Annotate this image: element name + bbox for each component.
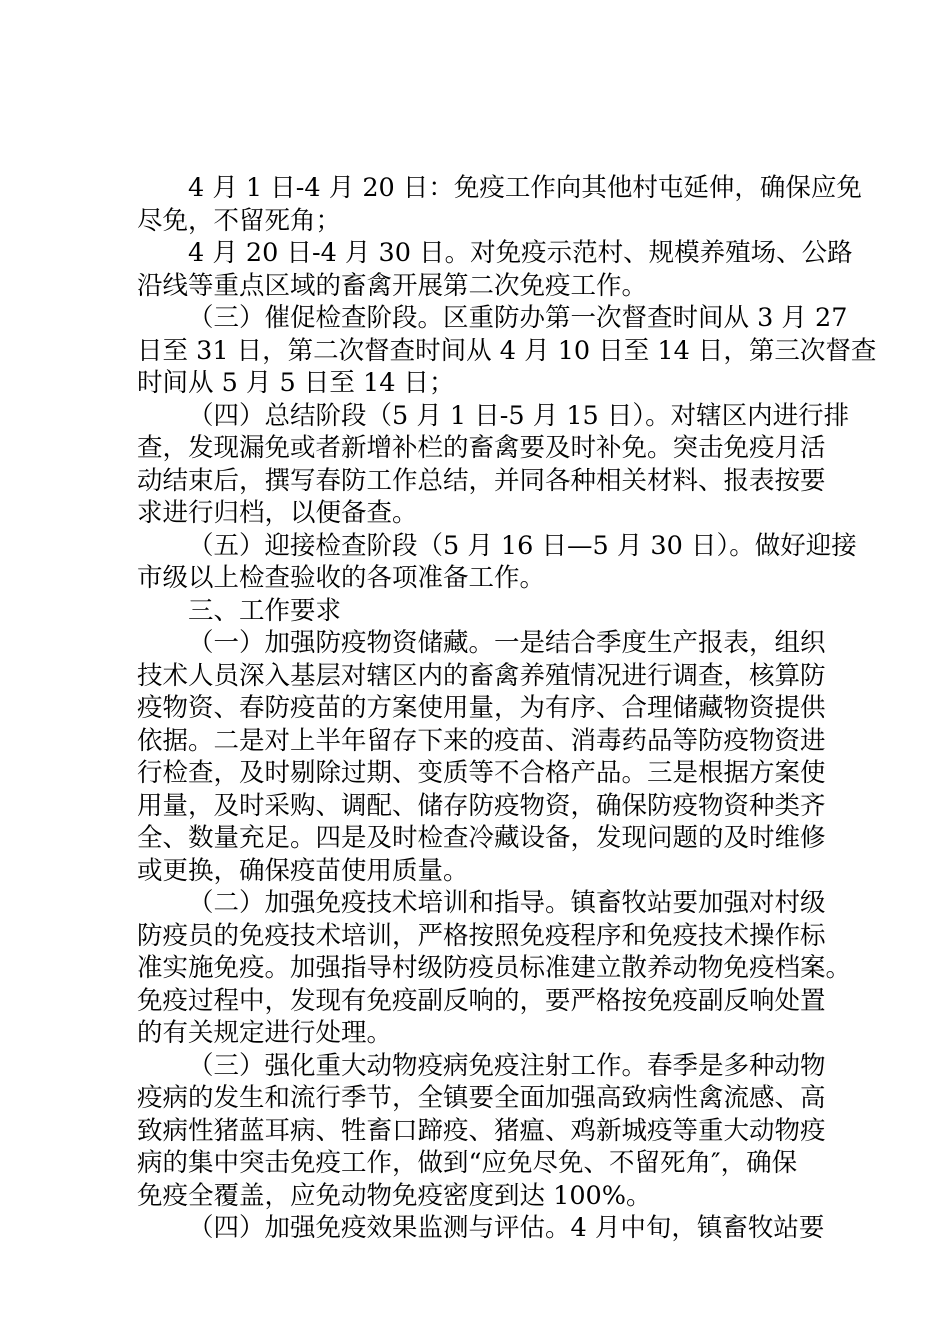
line-text: 用量，及时采购、调配、储存防疫物资，确保防疫物资种类齐 — [137, 790, 826, 821]
text-line — [137, 920, 837, 953]
paragraph-p1 — [137, 172, 862, 237]
text-line — [137, 985, 837, 1018]
paragraph-p5 — [137, 530, 857, 595]
paragraph-p2 — [137, 237, 853, 302]
paragraph-p4 — [137, 400, 850, 530]
text-line — [137, 205, 837, 238]
paragraph-p10 — [137, 1212, 837, 1245]
text-line — [137, 530, 857, 563]
text-line — [137, 887, 837, 920]
line-text: 技术人员深入基层对辖区内的畜禽养殖情况进行调查，核算防 — [137, 660, 826, 691]
line-text: 时间从 5 月 5 日至 14 日； — [137, 368, 455, 398]
paragraph-p9 — [137, 1050, 837, 1213]
line-text: 4 月 20 日-4 月 30 日。对免疫示范村、规模养殖场、公路 — [188, 238, 853, 268]
line-text: 尽免，不留死角； — [137, 205, 342, 236]
paragraph-p3 — [137, 302, 877, 400]
text-line — [137, 725, 837, 758]
text-line — [137, 595, 837, 628]
line-text: （二）加强免疫技术培训和指导。镇畜牧站要加强对村级 — [188, 888, 826, 918]
line-text: 依据。二是对上半年留存下来的疫苗、消毒药品等防疫物资进 — [137, 725, 826, 756]
text-line — [137, 790, 837, 823]
text-line — [137, 822, 837, 855]
text-line — [137, 237, 853, 270]
text-line — [137, 400, 850, 433]
line-text: （四）加强免疫效果监测与评估。4 月中旬，镇畜牧站要 — [188, 1213, 825, 1243]
line-text: 病的集中突击免疫工作，做到“应免尽免、不留死角″，确保 — [137, 1148, 798, 1178]
line-text: （一）加强防疫物资储藏。一是结合季度生产报表，组织 — [188, 628, 826, 658]
text-line — [137, 627, 837, 660]
line-text: 准实施免疫。加强指导村级防疫员标准建立散养动物免疫档案。 — [137, 953, 852, 983]
line-text: 市级以上检查验收的各项准备工作。 — [137, 563, 546, 593]
text-line — [137, 660, 837, 693]
line-text: 或更换，确保疫苗使用质量。 — [137, 855, 469, 886]
text-line — [137, 952, 852, 985]
line-text: 动结束后，撰写春防工作总结，并同各种相关材料、报表按要 — [137, 465, 826, 496]
paragraph-p6 — [137, 595, 837, 628]
text-line — [137, 1050, 837, 1083]
line-text: 4 月 1 日-4 月 20 日：免疫工作向其他村屯延伸，确保应免 — [188, 173, 862, 203]
document-body — [137, 172, 877, 1245]
line-text: （五）迎接检查阶段（5 月 16 日—5 月 30 日）。做好迎接 — [188, 530, 857, 561]
text-line — [137, 855, 837, 888]
text-line — [137, 1212, 837, 1245]
line-text: 疫病的发生和流行季节，全镇要全面加强高致病性禽流感、高 — [137, 1083, 826, 1113]
line-text: 查，发现漏免或者新增补栏的畜禽要及时补免。突击免疫月活 — [137, 433, 826, 463]
text-line — [137, 562, 837, 595]
line-text: 全、数量充足。四是及时检查冷藏设备，发现问题的及时维修 — [137, 823, 826, 853]
text-line — [137, 335, 877, 368]
line-text: 三、工作要求 — [188, 595, 342, 626]
text-line — [137, 1147, 837, 1180]
paragraph-p7 — [137, 627, 837, 887]
text-line — [137, 757, 837, 790]
line-text: 致病性猪蓝耳病、牲畜口蹄疫、猪瘟、鸡新城疫等重大动物疫 — [137, 1115, 826, 1146]
text-line — [137, 1115, 837, 1148]
line-text: 免疫全覆盖，应免动物免疫密度到达 100%。 — [137, 1180, 652, 1211]
text-line — [137, 1180, 837, 1213]
line-text: 求进行归档，以便备查。 — [137, 498, 418, 528]
text-line — [137, 1082, 837, 1115]
line-text: （三）强化重大动物疫病免疫注射工作。春季是多种动物 — [188, 1050, 826, 1081]
text-line — [137, 367, 837, 400]
line-text: 行检查，及时剔除过期、变质等不合格产品。三是根据方案使 — [137, 758, 826, 788]
line-text: 的有关规定进行处理。 — [137, 1018, 393, 1048]
line-text: 沿线等重点区域的畜禽开展第二次免疫工作。 — [137, 270, 648, 301]
line-text: 免疫过程中，发现有免疫副反响的，要严格按免疫副反响处置 — [137, 985, 826, 1016]
text-line — [137, 465, 837, 498]
text-line — [137, 270, 837, 303]
line-text: （三）催促检查阶段。区重防办第一次督查时间从 3 月 27 — [188, 303, 848, 333]
text-line — [137, 497, 837, 530]
line-text: （四）总结阶段（5 月 1 日-5 月 15 日）。对辖区内进行排 — [188, 400, 850, 431]
line-text: 日至 31 日，第二次督查时间从 4 月 10 日至 14 日，第三次督查 — [137, 335, 877, 366]
line-text: 疫物资、春防疫苗的方案使用量，为有序、合理储藏物资提供 — [137, 693, 826, 723]
text-line — [137, 692, 837, 725]
line-text: 防疫员的免疫技术培训，严格按照免疫程序和免疫技术操作标 — [137, 920, 826, 951]
text-line — [137, 1017, 837, 1050]
text-line — [137, 172, 862, 205]
paragraph-p8 — [137, 887, 852, 1050]
text-line — [137, 302, 848, 335]
text-line — [137, 432, 837, 465]
